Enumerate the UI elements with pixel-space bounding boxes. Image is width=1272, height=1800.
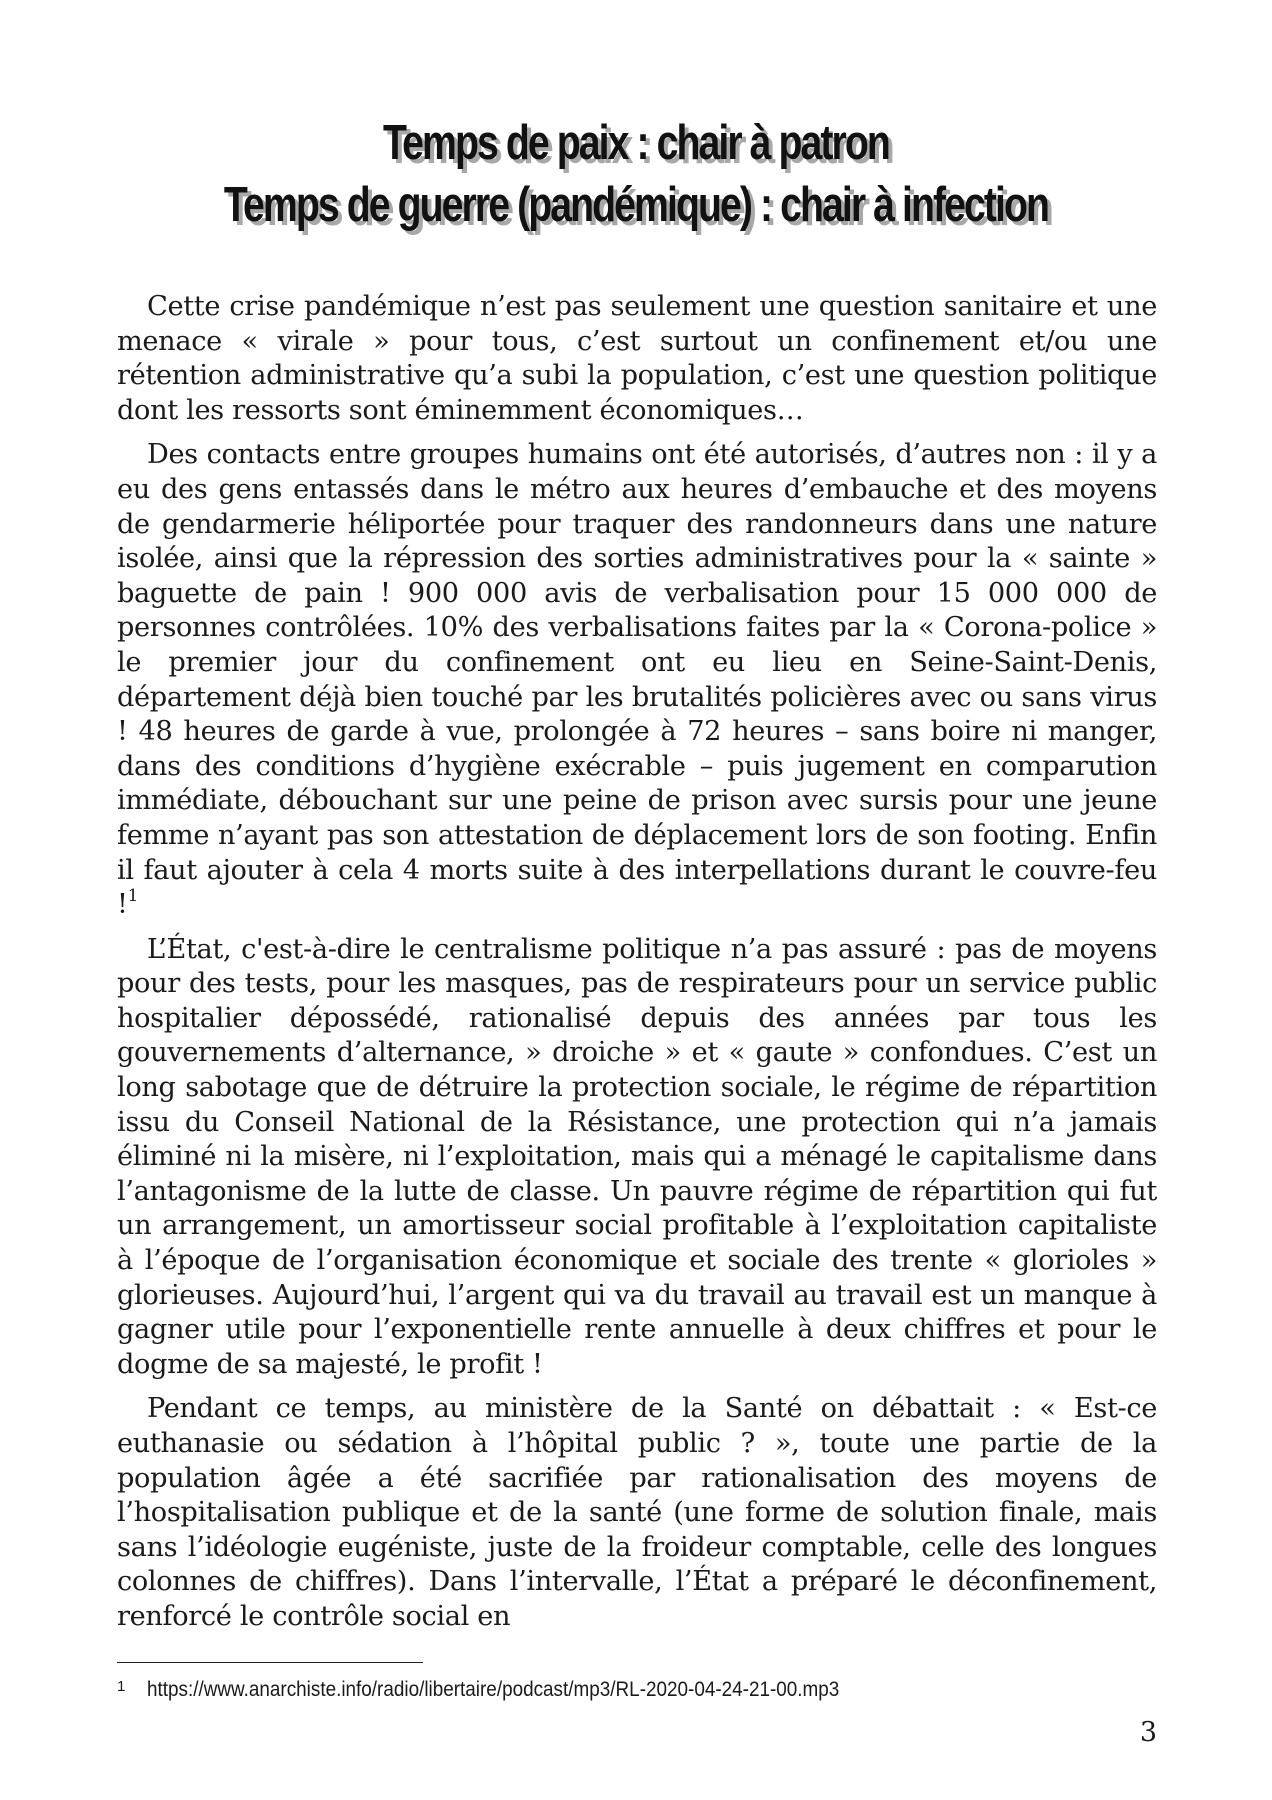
- title-line-2: Temps de guerre (pandémique) : chair à infection: [223, 178, 1049, 232]
- paragraph-1: Cette crise pandémique n’est pas seulement une question sanitaire et une menace « virale » pour tous, c’est surtout un confinement et/ou une rétention administrative qu’a subi la population, c’est une question politique dont les ressorts sont éminemment économiques…: [117, 291, 1157, 426]
- footnote: [117, 1674, 1157, 1703]
- article-body: [117, 290, 1157, 1645]
- footnote-separator: [117, 1662, 423, 1663]
- paragraph-3: L’État, c'est-à-dire le centralisme politique n’a pas assuré : pas de moyens pour des tests, pour les masques, pas de respirateurs pour un service public hospitalier dépossédé, rationalisé depuis des années par tous les gouvernements d’alternance, » droiche » et « gaute » confondues. C’est un long sabotage que de détruire la protection sociale, le régime de répartition issu du Conseil National de la Résistance, une protection qui n’a jamais éliminé ni la misère, ni l’exploitation, mais qui a ménagé le capitalisme dans l’antagonisme de la lutte de classe. Un pauvre régime de répartition qui fut un arrangement, un amortisseur social profitable à l’exploitation capitaliste à l’époque de l’organisation économique et sociale des trente « glorioles » glorieuses. Aujourd’hui, l’argent qui va du travail au travail est un manque à gagner utile pour l’exponentielle rente annuelle à deux chiffres et pour le dogme de sa majesté, le profit !: [117, 933, 1157, 1380]
- paragraph-2-text: Des contacts entre groupes humains ont été autorisés, d’autres non : il y a eu des gens entassés dans le métro aux heures d’embauche et des moyens de gendarmerie héliportée pour traquer des randonneurs dans une nature isolée, ainsi que la répression des sorties administratives pour la « sainte » baguette de pain ! 900 000 avis de verbalisation pour 15 000 000 de personnes contrôlées. 10% des verbalisations faites par la « Corona-police » le premier jour du confinement ont eu lieu en Seine-Saint-Denis, département déjà bien touché par les brutalités policières avec ou sans virus ! 48 heures de garde à vue, prolongée à 72 heures – sans boire ni manger, dans des conditions d’hygiène exécrable – puis jugement en comparution immédiate, débouchant sur une peine de prison avec sursis pour une jeune femme n’ayant pas son attestation de déplacement lors de son footing. Enfin il faut ajouter à cela 4 morts suite à des interpellations durant le couvre-feu !: [117, 439, 1157, 921]
- title-line-1: Temps de paix : chair à patron: [383, 116, 889, 170]
- paragraph-2: [117, 438, 1157, 922]
- footnote-reference[interactable]: 1: [127, 886, 139, 907]
- paragraph-4: Pendant ce temps, au ministère de la Santé on débattait : « Est-ce euthanasie ou sédation à l’hôpital public ? », toute une partie de la population âgée a été sacrifiée par rationalisation des moyens de l’hospitalisation publique et de la santé (une forme de solution finale, mais sans l’idéologie eugéniste, juste de la froideur comptable, celle des longues colonnes de chiffres). Dans l’intervalle, l’État a préparé le déconfinement, renforcé le contrôle social en: [117, 1393, 1157, 1632]
- footnote-link[interactable]: https://www.anarchiste.info/radio/libertaire/podcast/mp3/RL-2020-04-24-21-00.mp3: [147, 1678, 840, 1701]
- page-title: [175, 112, 1097, 236]
- page-number: 3: [1139, 1717, 1157, 1748]
- footnote-number: 1: [117, 1678, 126, 1695]
